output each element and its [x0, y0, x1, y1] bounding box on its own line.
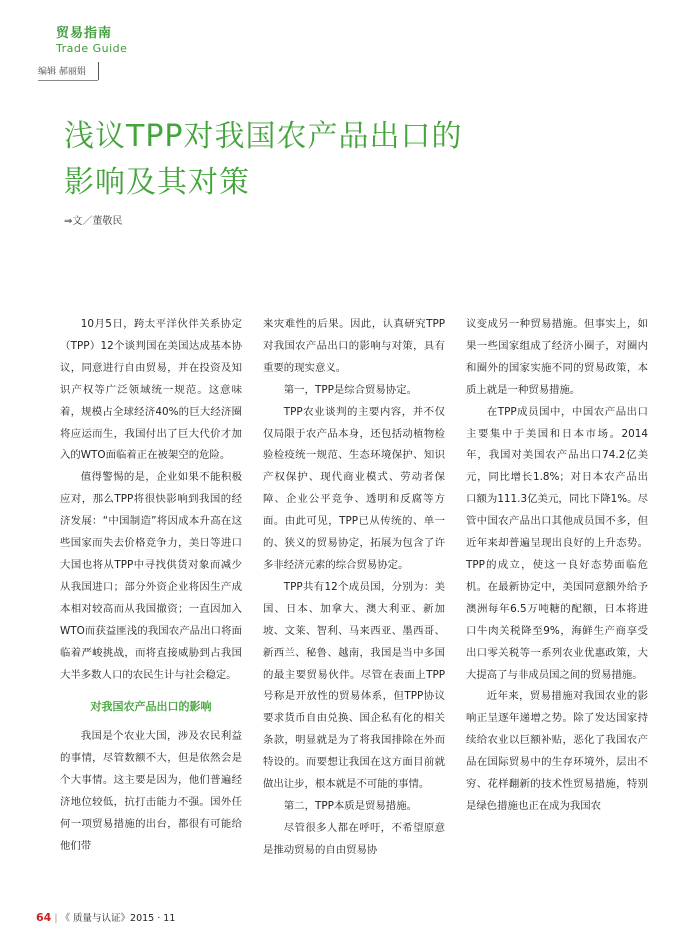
- paragraph: 在TPP成员国中，中国农产品出口主要集中于美国和日本市场。2014年，我国对美国农产品出口74.2亿美元，同比增长1.8%；对日本农产品出口额为111.3亿美元，同比下降1%。尽管中国农产品出口其他成员国不多，但近年来却普遍呈现出良好的上升态势。TPP的成立，使这一良好态势面临危机。在最新协定中，美国同意额外给予澳洲每年6.5万吨糖的配额，日本将进口牛肉关税降至9%，海鲜生产商享受出口零关税等一系列农业优惠政策，大大提高了与非成员国之间的贸易措施。: [466, 405, 648, 681]
- paragraph-continued: 来灾难性的后果。因此，认真研究TPP对我国农产品出口的影响与对策，具有重要的现实意义。: [263, 318, 445, 374]
- paragraph: 我国是个农业大国，涉及农民利益的事情，尽管数额不大，但是依然会是个大事情。这主要是因为，他们普遍经济地位较低，抗打击能力不强。国外任何一项贸易措施的出台，都很有可能给他们带: [60, 730, 242, 852]
- journal-name: 《 质量与认证》2015 · 11: [60, 913, 176, 924]
- section-title-en: Trade Guide: [56, 42, 128, 55]
- text-column-3: [466, 314, 648, 818]
- page-footer: [36, 910, 175, 924]
- paragraph: TPP共有12个成员国，分别为：美国、日本、加拿大、澳大利亚、新加坡、文莱、智利、马来西亚、墨西哥、新西兰、秘鲁、越南，我国是当中多国的最主要贸易伙伴。尽管在表面上TPP 号称是开放性的贸易体系，但TPP协议要求货币自由兑换、国企私有化的相关条款，明显就是为了将我国排除在外而特设的。而要想让我国在这方面目前就做出让步，根本就是不可能的事情。: [263, 580, 445, 791]
- title-line-2: 影响及其对策: [64, 165, 250, 200]
- paragraph: 10月5日，跨太平洋伙伴关系协定（TPP）12个谈判国在美国达成基本协议，同意进行自由贸易，并在投资及知识产权等广泛领域统一规范。这意味着，规模占全球经济40%的巨大经济圈将应运而生，我国付出了巨大代价才加入的WTO面临着正在被架空的危险。: [60, 318, 242, 462]
- editor-credit: 编辑 郝丽娟: [38, 67, 86, 77]
- paragraph: 第二，TPP本质是贸易措施。: [283, 799, 417, 812]
- text-column-1: [60, 314, 242, 858]
- paragraph-continued: 议变成另一种贸易措施。但事实上，如果一些国家组成了经济小圈子，对圈内和圈外的国家实施不同的贸易政策，本质上就是一种贸易措施。: [466, 318, 648, 396]
- section-brand: [56, 26, 127, 56]
- editor-underline: [38, 80, 98, 81]
- paragraph: TPP农业谈判的主要内容，并不仅仅局限于农产品本身，还包括动植物检验检疫统一规范、生态环境保护、知识产权保护、现代商业模式、劳动者保障、企业公平竞争、透明和反腐等方面。由此可见，TPP已从传统的、单一的、狭义的贸易协定，拓展为包含了许多非经济元素的综合贸易协定。: [263, 405, 445, 571]
- page-number: 64: [36, 911, 52, 924]
- paragraph: 第一，TPP是综合贸易协定。: [283, 383, 417, 396]
- text-column-2: [263, 314, 445, 862]
- title-line-1: 浅议TPP对我国农产品出口的: [64, 119, 463, 154]
- section-title-cn: 贸易指南: [56, 26, 113, 41]
- author-byline: ⇒文／董敬民: [64, 216, 123, 227]
- article-title: [64, 114, 463, 206]
- editor-divider: [98, 62, 99, 80]
- paragraph: 值得警惕的是，企业如果不能积极应对，那么TPP将很快影响到我国的经济发展：“中国制造”将因成本升高在这些国家而失去价格竞争力，美日等进口大国也将从TPP中寻找供货对象而减少从我国进口；部分外资企业将因生产成本相对较高而从我国撤资；一直因加入WTO而获益匪浅的我国农产品出口将面临着严峻挑战，而将直接威胁到占我国大半多数人口的农民生计与社会稳定。: [60, 471, 242, 681]
- footer-divider: |: [54, 913, 58, 924]
- section-subheading: 对我国农产品出口的影响: [90, 700, 212, 714]
- paragraph: 尽管很多人都在呼吁，不希望原意是推动贸易的自由贸易协: [263, 821, 445, 856]
- paragraph: 近年来，贸易措施对我国农业的影响正呈逐年递增之势。除了发达国家持续给农业以巨额补贴，恶化了我国农产品在国际贸易中的生存环境外，层出不穷、花样翻新的技术性贸易措施，特别是绿色措施也正在成为我国农: [466, 690, 648, 812]
